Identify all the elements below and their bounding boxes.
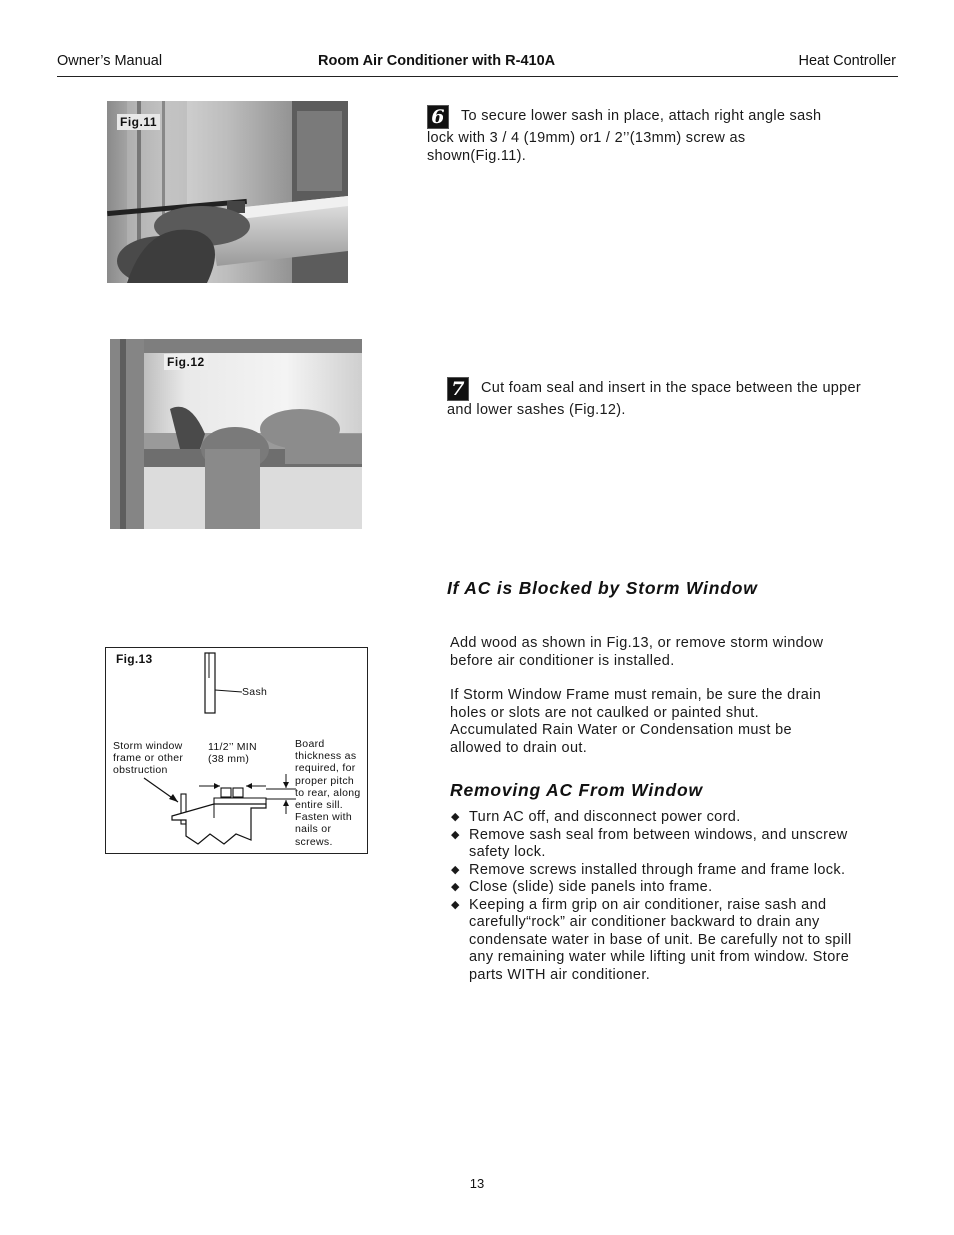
list-item [449,809,859,827]
fig13-diagram [105,647,368,854]
board-thickness-label: Board thickness as required, for proper pitch to rear, along entire sill. Fasten with nails or screws. [295,738,361,848]
header-right-text: Heat Controller [798,53,896,69]
list-item-text: Keeping a firm grip on air conditioner, raise sash and carefully“rock” air conditioner backward to drain any condensate water in base of unit. Be carefully not to spill any remaining water while lifting unit from window. Store parts WITH air conditioner. [469,896,852,983]
min-distance-label [208,741,257,765]
step7-number-badge: 7 [447,377,469,401]
list-item [449,897,859,985]
bullet-diamond-icon: ◆ [451,811,460,823]
step7-text: Cut foam seal and insert in the space between the upper and lower sashes (Fig.12). [447,380,862,418]
fig12-label: Fig.12 [164,354,208,370]
step6-number-badge: 6 [427,105,449,129]
list-item-text: Remove screws installed through frame and frame lock. [469,861,846,878]
storm-window-heading: If AC is Blocked by Storm Window [447,578,758,598]
list-item [449,862,859,880]
list-item [449,827,859,862]
step7-instruction [447,377,867,419]
header-title: Room Air Conditioner with R-410A [318,53,556,69]
storm-paragraph-2: If Storm Window Frame must remain, be sure the drain holes or slots are not caulked or painted shut. Accumulated Rain Water or Condensation must be allowed to drain out. [450,687,822,756]
storm-frame-label: Storm window frame or other obstruction [113,740,184,777]
removing-steps-list [449,809,859,984]
bullet-diamond-icon: ◆ [451,828,460,841]
bullet-diamond-icon: ◆ [451,898,460,911]
list-item-text: Turn AC off, and disconnect power cord. [469,809,741,825]
storm-paragraph-1: Add wood as shown in Fig.13, or remove storm window before air conditioner is installed. [450,635,824,669]
fig13-label: Fig.13 [116,652,153,666]
step6-instruction [427,105,837,165]
step6-text: To secure lower sash in place, attach right angle sash lock with 3 / 4 (19mm) or1 / 2’’(13mm) screw as shown(Fig.11). [427,108,822,164]
fig12-photo [110,339,362,529]
min-distance-line1: 11/2’’ MIN [208,741,257,753]
min-distance-line2: (38 mm) [208,753,250,766]
removing-ac-heading: Removing AC From Window [450,780,703,800]
list-item [449,879,859,897]
list-item-text: Close (slide) side panels into frame. [469,879,713,895]
fig11-label: Fig.11 [117,114,160,130]
header-divider [57,76,898,77]
fig11-photo [107,101,348,283]
bullet-diamond-icon: ◆ [451,863,460,876]
sash-label: Sash [242,686,268,698]
header-left-text: Owner’s Manual [57,53,163,69]
page-number: 13 [469,1176,485,1191]
bullet-diamond-icon: ◆ [451,881,460,893]
list-item-text: Remove sash seal from between windows, and unscrew safety lock. [469,826,848,860]
